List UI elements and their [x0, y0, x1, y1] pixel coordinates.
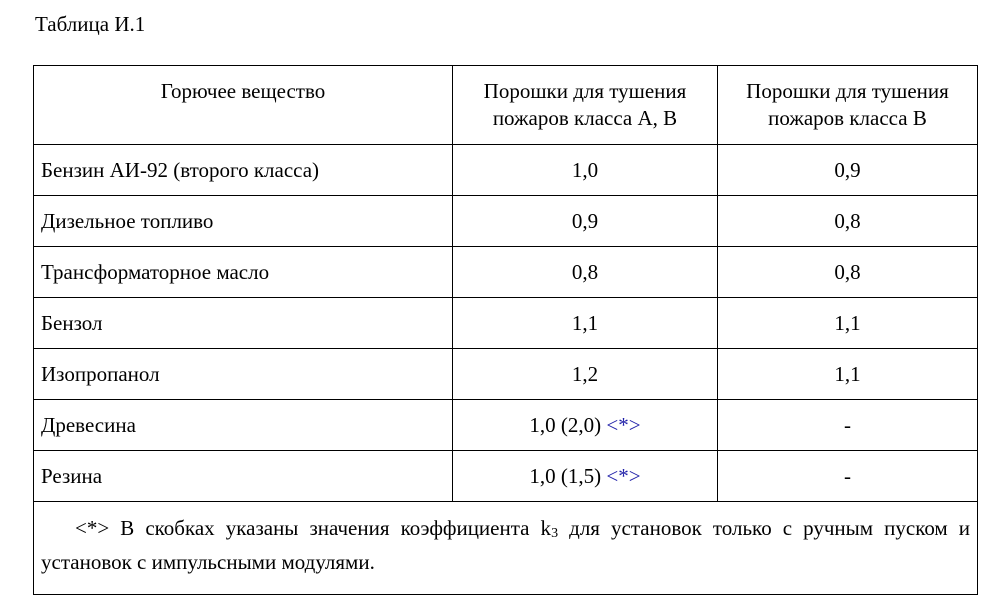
- footnote-mark: <*>: [75, 516, 110, 540]
- footnote-text-start: В скобках указаны значения коэффициента k: [120, 516, 552, 540]
- value-class-b-cell: -: [718, 400, 978, 451]
- substance-cell: Дизельное топливо: [34, 196, 453, 247]
- value-class-b-cell: 0,8: [718, 247, 978, 298]
- table-footnote: [34, 502, 978, 595]
- footnote-link[interactable]: <*>: [606, 464, 641, 488]
- table-row: [34, 196, 978, 247]
- substance-cell: Резина: [34, 451, 453, 502]
- value-class-b-cell: -: [718, 451, 978, 502]
- value-class-ab-cell: 1,0 (2,0) <*>: [453, 400, 718, 451]
- table-caption: Таблица И.1: [35, 12, 146, 36]
- table-row: [34, 451, 978, 502]
- table-row: [34, 400, 978, 451]
- footnote-subscript: 3: [551, 526, 559, 541]
- table-row: [34, 145, 978, 196]
- value-class-ab-cell: 0,9: [453, 196, 718, 247]
- table-footnote-row: [34, 502, 978, 595]
- header-substance: Горючее вещество: [34, 66, 453, 145]
- substance-cell: Трансформаторное масло: [34, 247, 453, 298]
- substance-cell: Бензол: [34, 298, 453, 349]
- table-row: [34, 349, 978, 400]
- value-class-b-cell: 0,8: [718, 196, 978, 247]
- header-powder-class-b: Порошки для тушения пожаров класса В: [718, 66, 978, 145]
- footnote-link[interactable]: <*>: [606, 413, 641, 437]
- substance-cell: Бензин АИ-92 (второго класса): [34, 145, 453, 196]
- table-row: [34, 247, 978, 298]
- value-class-ab-cell: 1,1: [453, 298, 718, 349]
- value-class-ab-cell: 0,8: [453, 247, 718, 298]
- table-row: [34, 298, 978, 349]
- coefficients-table: [33, 65, 978, 595]
- value-class-ab-cell: 1,2: [453, 349, 718, 400]
- value-class-ab-cell: 1,0: [453, 145, 718, 196]
- value-class-b-cell: 1,1: [718, 298, 978, 349]
- value-class-ab-cell: 1,0 (1,5) <*>: [453, 451, 718, 502]
- value-class-b-cell: 0,9: [718, 145, 978, 196]
- header-powder-class-ab: Порошки для тушения пожаров класса А, В: [453, 66, 718, 145]
- footnote-text-end: для установок только с ручным пуском и установок с импульсными модулями.: [41, 516, 971, 574]
- substance-cell: Древесина: [34, 400, 453, 451]
- table-header-row: [34, 66, 978, 145]
- substance-cell: Изопропанол: [34, 349, 453, 400]
- value-class-b-cell: 1,1: [718, 349, 978, 400]
